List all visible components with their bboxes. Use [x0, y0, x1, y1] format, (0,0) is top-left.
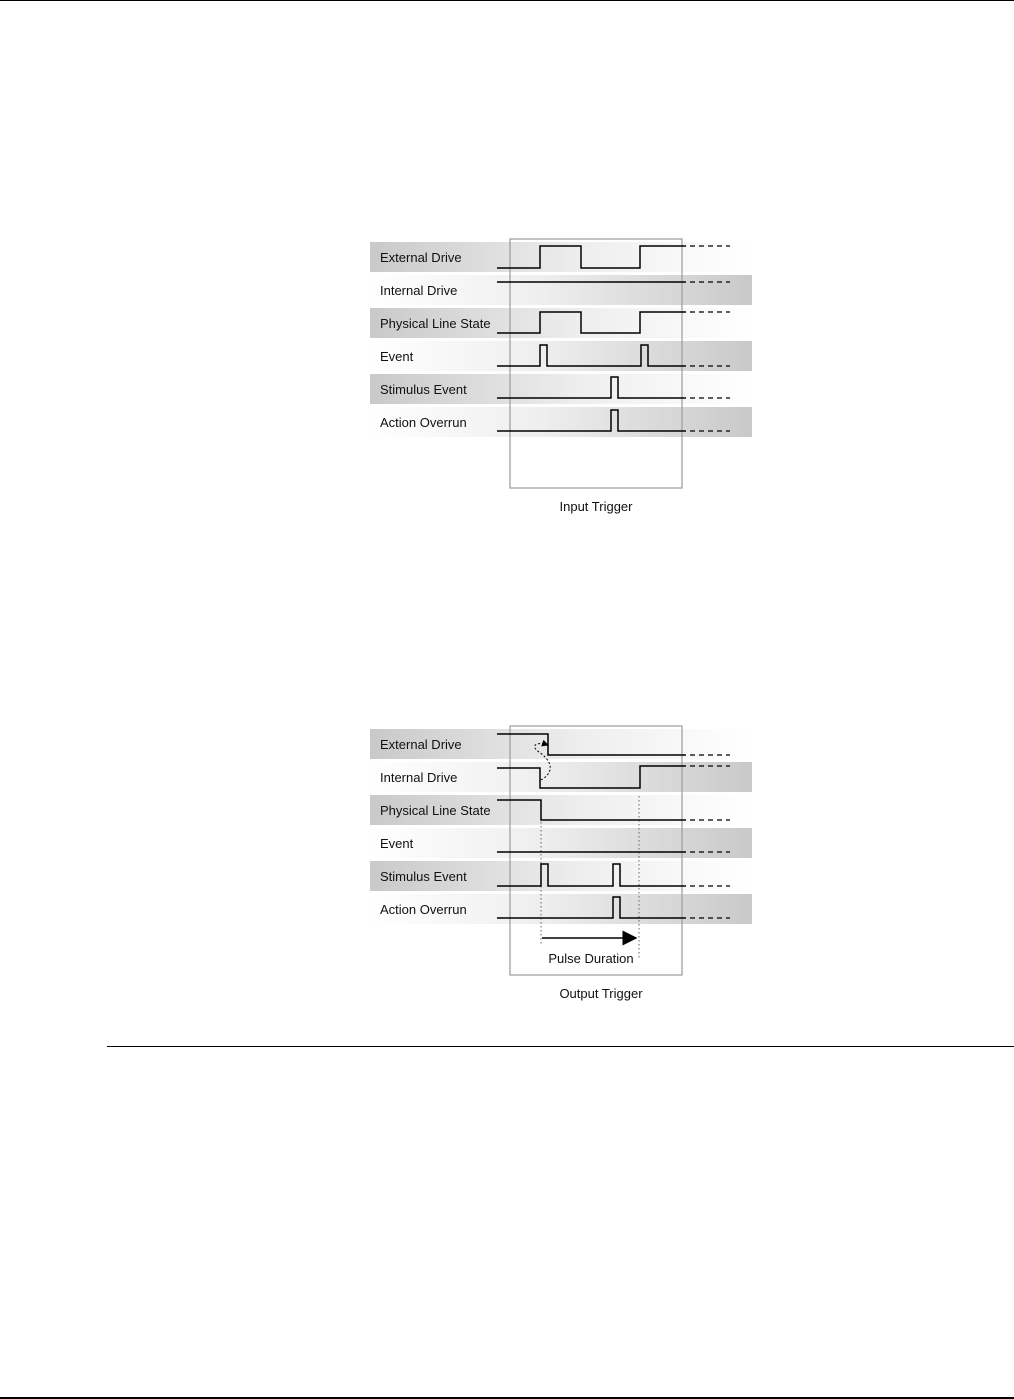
- row-label: Action Overrun: [380, 415, 467, 430]
- row-bands: [370, 729, 752, 924]
- diagram-caption: Input Trigger: [559, 499, 633, 514]
- row-label: Physical Line State: [380, 316, 491, 331]
- row-label: External Drive: [380, 737, 462, 752]
- row-label: Event: [380, 836, 414, 851]
- row-label: Event: [380, 349, 414, 364]
- row-label: Internal Drive: [380, 283, 458, 298]
- row-label: Stimulus Event: [380, 869, 467, 884]
- row-label: External Drive: [380, 250, 462, 265]
- pulse-duration-label: Pulse Duration: [548, 951, 634, 966]
- row-label: Internal Drive: [380, 770, 458, 785]
- diagram-caption: Output Trigger: [559, 986, 643, 1001]
- row-band: [370, 828, 752, 858]
- row-label: Physical Line State: [380, 803, 491, 818]
- row-label: Action Overrun: [380, 902, 467, 917]
- row-label: Stimulus Event: [380, 382, 467, 397]
- section-rule: [107, 1046, 1014, 1047]
